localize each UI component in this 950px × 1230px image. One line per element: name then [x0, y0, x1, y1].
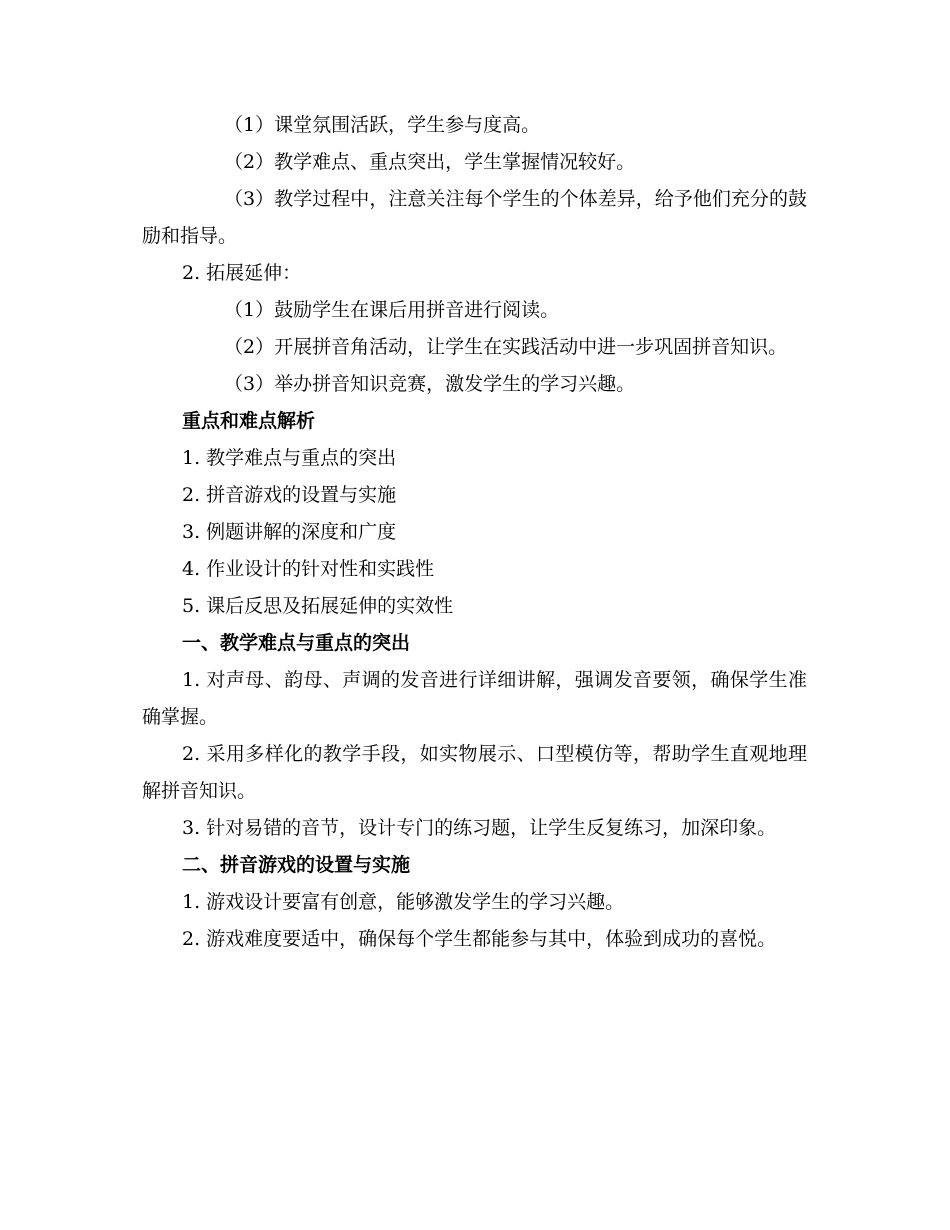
section-heading: 一、教学难点与重点的突出 [182, 632, 411, 654]
sub-item: （3）教学过程中，注意关注每个学生的个体差异，给予他们充分的鼓励和指导。 [142, 188, 807, 247]
list-item: 3. 针对易错的音节，设计专门的练习题，让学生反复练习，加深印象。 [182, 817, 777, 839]
list-item: 2. 拼音游戏的设置与实施 [182, 484, 397, 506]
list-item: 2. 拓展延伸： [182, 262, 302, 284]
list-item: 1. 教学难点与重点的突出 [182, 447, 397, 469]
list-item: 2. 采用多样化的教学手段，如实物展示、口型模仿等，帮助学生直观地理解拼音知识。 [142, 743, 807, 802]
sub-item: （2）教学难点、重点突出，学生掌握情况较好。 [224, 151, 636, 173]
section-heading: 重点和难点解析 [182, 410, 316, 432]
list-item: 2. 游戏难度要适中，确保每个学生都能参与其中，体验到成功的喜悦。 [182, 928, 777, 950]
sub-item: （3）举办拼音知识竞赛，激发学生的学习兴趣。 [224, 373, 636, 395]
sub-item: （1）鼓励学生在课后用拼音进行阅读。 [224, 299, 560, 321]
document-body [142, 107, 807, 958]
list-item: 3. 例题讲解的深度和广度 [182, 521, 397, 543]
section-heading: 二、拼音游戏的设置与实施 [182, 854, 411, 876]
list-item: 4. 作业设计的针对性和实践性 [182, 558, 435, 580]
list-item: 5. 课后反思及拓展延伸的实效性 [182, 595, 454, 617]
list-item: 1. 对声母、韵母、声调的发音进行详细讲解，强调发音要领，确保学生准确掌握。 [142, 669, 807, 728]
sub-item: （1）课堂氛围活跃，学生参与度高。 [224, 114, 541, 136]
sub-item: （2）开展拼音角活动，让学生在实践活动中进一步巩固拼音知识。 [224, 336, 788, 358]
list-item: 1. 游戏设计要富有创意，能够激发学生的学习兴趣。 [182, 891, 625, 913]
